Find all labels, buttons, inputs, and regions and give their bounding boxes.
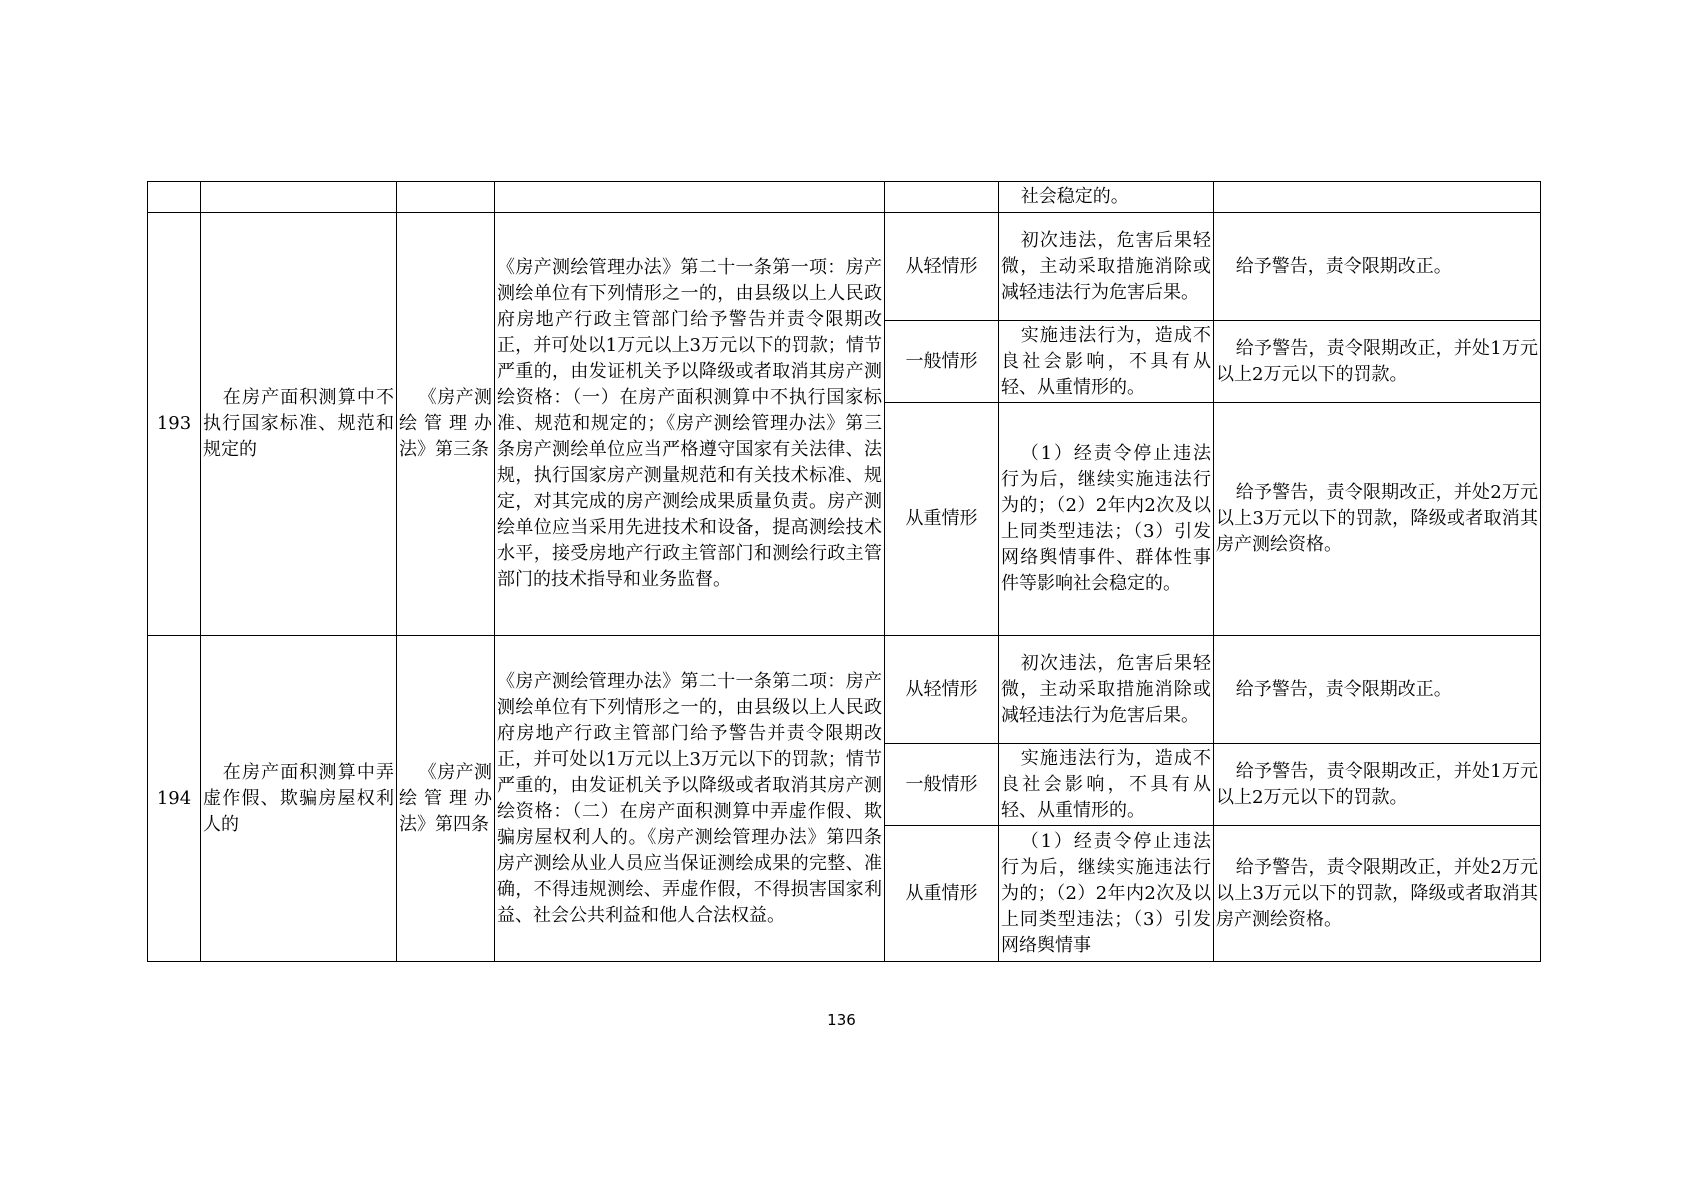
page-number: 136 — [827, 1011, 856, 1029]
condition-cell: 社会稳定的。 — [999, 182, 1214, 213]
empty-cell — [201, 182, 397, 213]
empty-cell — [1214, 182, 1541, 213]
level-label: 一般情形 — [885, 321, 999, 403]
continuation-row — [148, 182, 1541, 213]
condition-cell: （1）经责令停止违法行为后，继续实施违法行为的；（2）2年内2次及以上同类型违法；（3）引发网络舆情事 — [999, 826, 1214, 962]
penalty-standard: 给予警告，责令限期改正，并处1万元以上2万元以下的罚款。 — [1214, 744, 1541, 826]
legal-provision: 《房产测绘管理办法》第四条 — [397, 636, 495, 962]
condition-cell: （1）经责令停止违法行为后，继续实施违法行为的；（2）2年内2次及以上同类型违法；（3）引发网络舆情事件、群体性事件等影响社会稳定的。 — [999, 403, 1214, 636]
empty-cell — [397, 182, 495, 213]
condition-cell: 实施违法行为，造成不良社会影响，不具有从轻、从重情形的。 — [999, 744, 1214, 826]
penalty-discretion-table — [147, 181, 1541, 962]
legal-provision: 《房产测绘管理办法》第三条 — [397, 213, 495, 636]
condition-cell: 初次违法，危害后果轻微，主动采取措施消除或减轻违法行为危害后果。 — [999, 213, 1214, 321]
violation-description: 在房产面积测算中弄虚作假、欺骗房屋权利人的 — [201, 636, 397, 962]
penalty-standard: 给予警告，责令限期改正，并处2万元以上3万元以下的罚款，降级或者取消其房产测绘资格。 — [1214, 826, 1541, 962]
empty-cell — [495, 182, 885, 213]
table-row — [148, 636, 1541, 744]
empty-cell — [148, 182, 201, 213]
level-label: 从轻情形 — [885, 213, 999, 321]
penalty-standard: 给予警告，责令限期改正，并处2万元以上3万元以下的罚款，降级或者取消其房产测绘资格。 — [1214, 403, 1541, 636]
table-row — [148, 213, 1541, 321]
level-label: 一般情形 — [885, 744, 999, 826]
penalty-standard: 给予警告，责令限期改正，并处1万元以上2万元以下的罚款。 — [1214, 321, 1541, 403]
item-number: 193 — [148, 213, 201, 636]
legal-basis-text: 《房产测绘管理办法》第二十一条第一项：房产测绘单位有下列情形之一的，由县级以上人民政府房地产行政主管部门给予警告并责令限期改正，并可处以1万元以上3万元以下的罚款；情节严重的，由发证机关予以降级或者取消其房产测绘资格：（一）在房产面积测算中不执行国家标准、规范和规定的；《房产测绘管理办法》第三条房产测绘单位应当严格遵守国家有关法律、法规，执行国家房产测量规范和有关技术标准、规定，对其完成的房产测绘成果质量负责。房产测绘单位应当采用先进技术和设备，提高测绘技术水平，接受房地产行政主管部门和测绘行政主管部门的技术指导和业务监督。 — [495, 213, 885, 636]
penalty-standard: 给予警告，责令限期改正。 — [1214, 636, 1541, 744]
item-number: 194 — [148, 636, 201, 962]
level-label: 从轻情形 — [885, 636, 999, 744]
condition-cell: 实施违法行为，造成不良社会影响，不具有从轻、从重情形的。 — [999, 321, 1214, 403]
level-label: 从重情形 — [885, 826, 999, 962]
level-label: 从重情形 — [885, 403, 999, 636]
violation-description: 在房产面积测算中不执行国家标准、规范和规定的 — [201, 213, 397, 636]
legal-basis-text: 《房产测绘管理办法》第二十一条第二项：房产测绘单位有下列情形之一的，由县级以上人民政府房地产行政主管部门给予警告并责令限期改正，并可处以1万元以上3万元以下的罚款；情节严重的，由发证机关予以降级或者取消其房产测绘资格：（二）在房产面积测算中弄虚作假、欺骗房屋权利人的。《房产测绘管理办法》第四条房产测绘从业人员应当保证测绘成果的完整、准确，不得违规测绘、弄虚作假，不得损害国家利益、社会公共利益和他人合法权益。 — [495, 636, 885, 962]
empty-cell — [885, 182, 999, 213]
condition-cell: 初次违法，危害后果轻微，主动采取措施消除或减轻违法行为危害后果。 — [999, 636, 1214, 744]
penalty-standard: 给予警告，责令限期改正。 — [1214, 213, 1541, 321]
